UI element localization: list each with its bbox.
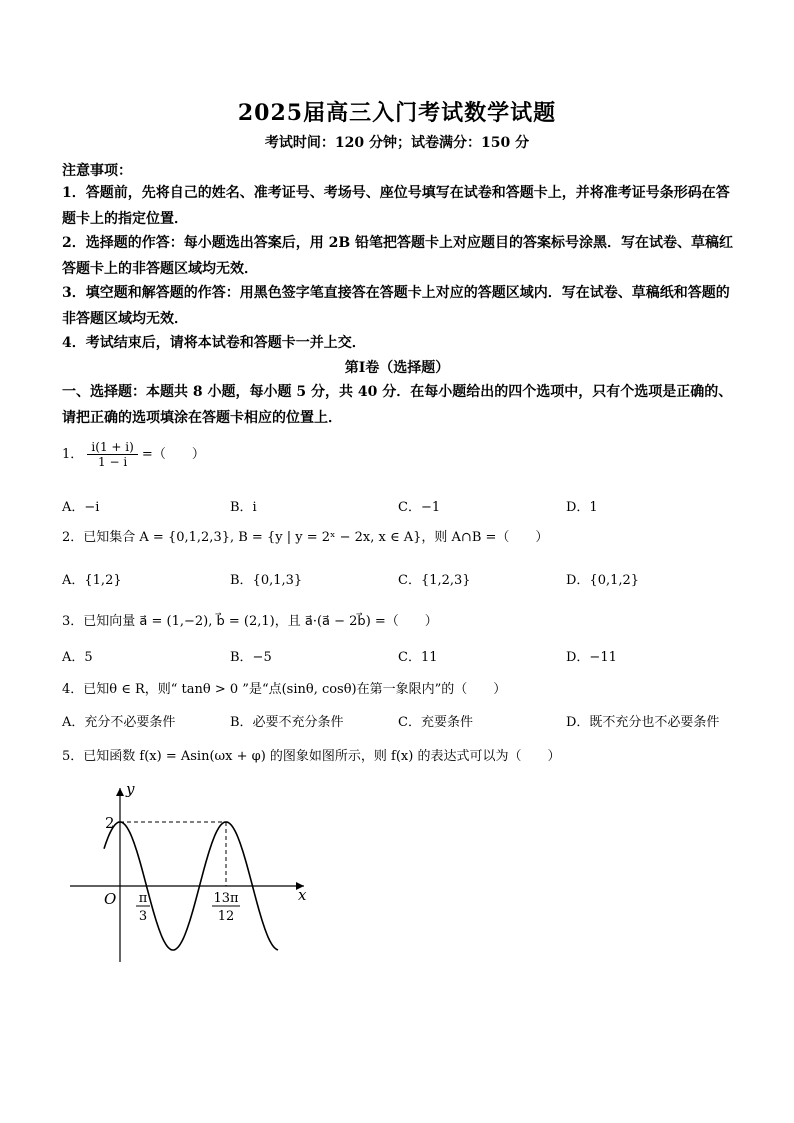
question-number: 5． [62, 749, 84, 764]
question-number: 1． [62, 447, 84, 462]
question-3-option-b: B．−5 [230, 650, 272, 665]
question-stem: 已知集合 A = {0,1,2,3}, B = {y | y = 2ˣ − 2x, x ∈ A}，则 A∩B =（ ） [83, 530, 549, 545]
question-3-stem [62, 610, 438, 629]
question-4-option-c: C．充要条件 [398, 715, 473, 730]
fraction-numerator: i(1 + i) [87, 440, 137, 455]
question-2-option-b: B．{0,1,3} [230, 573, 303, 588]
question-1-option-d: D．1 [566, 500, 598, 515]
exam-title: 2025届高三入门考试数学试题 [237, 100, 557, 126]
question-1-option-c: C．−1 [398, 500, 441, 515]
question-5-stem [62, 745, 560, 764]
question-stem: 已知向量 a⃗ = (1,−2), b⃗ = (2,1)，且 a⃗·(a⃗ − 2b⃗) =（ ） [83, 614, 438, 629]
origin-label: O [104, 890, 117, 908]
question-2-stem [62, 526, 548, 545]
question-4-stem [62, 678, 506, 697]
question-4-option-b: B．必要不充分条件 [230, 715, 344, 730]
note-item: 2．选择题的作答：每小题选出答案后，用 2B 铅笔把答题卡上对应题目的答案标号涂黑．写在试卷、草稿红答题卡上的非答题区域均无效． [62, 235, 734, 277]
fraction [87, 440, 137, 469]
fraction-denominator: 1 − i [98, 455, 128, 469]
question-1-stem [62, 440, 205, 469]
note-item: 4．考试结束后，请将本试卷和答题卡一并上交． [62, 335, 366, 351]
tick-13pi-over-12-denominator: 12 [217, 909, 235, 924]
section-intro: 一、选择题：本题共 8 小题，每小题 5 分，共 40 分．在每小题给出的四个选项中，只有个选项是正确的、请把正确的选项填涂在答题卡相应的位置上． [62, 384, 733, 426]
question-number: 2． [62, 530, 84, 545]
question-2-option-c: C．{1,2,3} [398, 573, 471, 588]
question-stem: 已知θ ∈ R，则“ tanθ > 0 ”是“点(sinθ, cosθ)在第一象限内”的（ ） [83, 682, 507, 697]
y-axis-label: y [126, 780, 135, 798]
question-3-option-a: A．5 [62, 650, 93, 665]
tick-pi-over-3-denominator: 3 [138, 909, 148, 924]
question-2-option-d: D．{0,1,2} [566, 573, 640, 588]
question-stem: 已知函数 f(x) = Asin(ωx + φ) 的图象如图所示，则 f(x) 的表达式可以为（ ） [83, 749, 561, 764]
question-2-option-a: A．{1,2} [62, 573, 122, 588]
question-4-option-d: D．既不充分也不必要条件 [566, 715, 720, 730]
sine-graph-figure [60, 780, 320, 970]
question-1-option-b: B．i [230, 500, 257, 515]
max-value-label: 2 [105, 814, 115, 832]
note-item: 3．填空题和解答题的作答：用黑色签字笔直接答在答题卡上对应的答题区域内．写在试卷、草稿纸和答题的非答题区域均无效． [62, 285, 730, 327]
y-axis-arrow [116, 788, 124, 796]
question-3-option-c: C．11 [398, 650, 438, 665]
tick-13pi-over-12-numerator: 13π [213, 891, 239, 906]
x-axis-label: x [298, 886, 307, 904]
section-title: 第Ⅰ卷（选择题） [344, 360, 450, 376]
question-stem-tail: =（ ） [141, 447, 205, 462]
note-item: 1．答题前，先将自己的姓名、准考证号、考场号、座位号填写在试卷和答题卡上，并将准考证号条形码在答题卡上的指定位置． [62, 185, 730, 227]
tick-pi-over-3-numerator: π [138, 891, 148, 906]
exam-subtitle: 考试时间：120 分钟；试卷满分：150 分 [264, 135, 530, 151]
question-4-option-a: A．充分不必要条件 [62, 715, 176, 730]
question-number: 3． [62, 614, 84, 629]
question-1-option-a: A．−i [62, 500, 100, 515]
question-number: 4． [62, 682, 84, 697]
notes-heading: 注意事项： [62, 163, 132, 179]
question-3-option-d: D．−11 [566, 650, 617, 665]
